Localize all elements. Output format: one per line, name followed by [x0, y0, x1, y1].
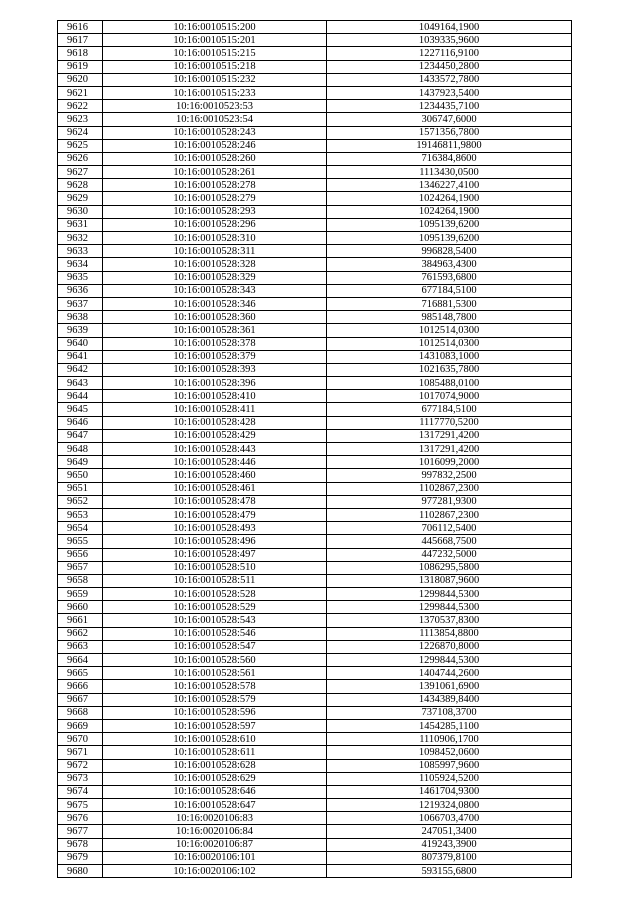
cadastral-value-cell: 1095139,6200 [327, 232, 572, 245]
cadastral-value-cell: 737108,3700 [327, 706, 572, 719]
cadastral-value-cell: 1317291,4200 [327, 429, 572, 442]
cadastral-value-cell: 1017074,9000 [327, 390, 572, 403]
table-row [58, 47, 572, 60]
cadastral-number-cell: 10:16:0010528:296 [103, 218, 327, 231]
table-row [58, 179, 572, 192]
cadastral-value-cell: 1234450,2800 [327, 60, 572, 73]
table-row [58, 113, 572, 126]
cadastral-number-cell: 10:16:0010523:54 [103, 113, 327, 126]
cadastral-value-cell: 1299844,5300 [327, 588, 572, 601]
cadastral-number-cell: 10:16:0010528:243 [103, 126, 327, 139]
table-row [58, 297, 572, 310]
cadastral-number-cell: 10:16:0020106:87 [103, 838, 327, 851]
cadastral-number-cell: 10:16:0010528:446 [103, 456, 327, 469]
table-row [58, 403, 572, 416]
table-row [58, 719, 572, 732]
table-row [58, 693, 572, 706]
cadastral-value-cell: 306747,6000 [327, 113, 572, 126]
cadastral-number-cell: 10:16:0010528:597 [103, 719, 327, 732]
row-number-cell: 9648 [58, 443, 103, 456]
table-row [58, 838, 572, 851]
cadastral-number-cell: 10:16:0010528:511 [103, 574, 327, 587]
row-number-cell: 9651 [58, 482, 103, 495]
row-number-cell: 9617 [58, 34, 103, 47]
table-row [58, 311, 572, 324]
table-row [58, 812, 572, 825]
cadastral-number-cell: 10:16:0010528:311 [103, 245, 327, 258]
row-number-cell: 9619 [58, 60, 103, 73]
cadastral-value-cell: 445668,7500 [327, 535, 572, 548]
cadastral-number-cell: 10:16:0010528:561 [103, 667, 327, 680]
cadastral-value-cell: 1021635,7800 [327, 363, 572, 376]
table-row [58, 588, 572, 601]
cadastral-value-cell: 1318087,9600 [327, 574, 572, 587]
table-row [58, 469, 572, 482]
table-row [58, 627, 572, 640]
table-row [58, 350, 572, 363]
cadastral-number-cell: 10:16:0010528:260 [103, 152, 327, 165]
row-number-cell: 9656 [58, 548, 103, 561]
cadastral-value-cell: 1098452,0600 [327, 746, 572, 759]
cadastral-value-cell: 1431083,1000 [327, 350, 572, 363]
cadastral-number-cell: 10:16:0010528:579 [103, 693, 327, 706]
table-row [58, 865, 572, 878]
row-number-cell: 9657 [58, 561, 103, 574]
cadastral-value-cell: 247051,3400 [327, 825, 572, 838]
row-number-cell: 9630 [58, 205, 103, 218]
cadastral-number-cell: 10:16:0010528:596 [103, 706, 327, 719]
row-number-cell: 9659 [58, 588, 103, 601]
row-number-cell: 9641 [58, 350, 103, 363]
cadastral-value-cell: 1102867,2300 [327, 482, 572, 495]
row-number-cell: 9629 [58, 192, 103, 205]
row-number-cell: 9638 [58, 311, 103, 324]
cadastral-number-cell: 10:16:0010515:233 [103, 86, 327, 99]
cadastral-number-cell: 10:16:0010528:543 [103, 614, 327, 627]
table-row [58, 535, 572, 548]
cadastral-number-cell: 10:16:0010528:329 [103, 271, 327, 284]
cadastral-value-cell: 1016099,2000 [327, 456, 572, 469]
table-row [58, 100, 572, 113]
cadastral-value-cell: 1370537,8300 [327, 614, 572, 627]
row-number-cell: 9675 [58, 799, 103, 812]
table-row [58, 205, 572, 218]
row-number-cell: 9670 [58, 733, 103, 746]
table-row [58, 522, 572, 535]
cadastral-number-cell: 10:16:0010528:346 [103, 297, 327, 310]
cadastral-value-cell: 716881,5300 [327, 297, 572, 310]
table-row [58, 34, 572, 47]
table-row [58, 640, 572, 653]
table-row [58, 785, 572, 798]
row-number-cell: 9665 [58, 667, 103, 680]
cadastral-value-cell: 384963,4300 [327, 258, 572, 271]
cadastral-value-cell: 1066703,4700 [327, 812, 572, 825]
table-row [58, 337, 572, 350]
cadastral-number-cell: 10:16:0010528:528 [103, 588, 327, 601]
cadastral-number-cell: 10:16:0010528:529 [103, 601, 327, 614]
row-number-cell: 9655 [58, 535, 103, 548]
row-number-cell: 9623 [58, 113, 103, 126]
cadastral-value-cell: 1105924,5200 [327, 772, 572, 785]
row-number-cell: 9661 [58, 614, 103, 627]
cadastral-value-cell: 761593,6800 [327, 271, 572, 284]
cadastral-value-cell: 1454285,1100 [327, 719, 572, 732]
row-number-cell: 9673 [58, 772, 103, 785]
table-row [58, 825, 572, 838]
cadastral-number-cell: 10:16:0010515:218 [103, 60, 327, 73]
cadastral-number-cell: 10:16:0010528:396 [103, 377, 327, 390]
cadastral-value-cell: 997832,2500 [327, 469, 572, 482]
cadastral-number-cell: 10:16:0010528:461 [103, 482, 327, 495]
cadastral-value-cell: 1317291,4200 [327, 443, 572, 456]
cadastral-value-cell: 1437923,5400 [327, 86, 572, 99]
cadastral-number-cell: 10:16:0010528:393 [103, 363, 327, 376]
row-number-cell: 9628 [58, 179, 103, 192]
cadastral-number-cell: 10:16:0010528:279 [103, 192, 327, 205]
table-row [58, 377, 572, 390]
table-row [58, 574, 572, 587]
cadastral-number-cell: 10:16:0010528:443 [103, 443, 327, 456]
cadastral-number-cell: 10:16:0010528:261 [103, 166, 327, 179]
cadastral-number-cell: 10:16:0010528:310 [103, 232, 327, 245]
cadastral-number-cell: 10:16:0010528:379 [103, 350, 327, 363]
cadastral-value-cell: 593155,6800 [327, 865, 572, 878]
cadastral-value-cell: 706112,5400 [327, 522, 572, 535]
row-number-cell: 9662 [58, 627, 103, 640]
cadastral-value-cell: 1404744,2600 [327, 667, 572, 680]
cadastral-value-cell: 1024264,1900 [327, 205, 572, 218]
row-number-cell: 9663 [58, 640, 103, 653]
row-number-cell: 9637 [58, 297, 103, 310]
cadastral-number-cell: 10:16:0010528:646 [103, 785, 327, 798]
cadastral-number-cell: 10:16:0010528:278 [103, 179, 327, 192]
row-number-cell: 9624 [58, 126, 103, 139]
cadastral-number-cell: 10:16:0010528:410 [103, 390, 327, 403]
row-number-cell: 9620 [58, 73, 103, 86]
cadastral-value-cell: 1461704,9300 [327, 785, 572, 798]
cadastral-value-cell: 977281,9300 [327, 495, 572, 508]
cadastral-number-cell: 10:16:0010528:429 [103, 429, 327, 442]
cadastral-number-cell: 10:16:0010528:647 [103, 799, 327, 812]
table-row [58, 324, 572, 337]
table-row [58, 614, 572, 627]
cadastral-value-cell: 1113430,0500 [327, 166, 572, 179]
cadastral-number-cell: 10:16:0010528:479 [103, 508, 327, 521]
cadastral-number-cell: 10:16:0010528:493 [103, 522, 327, 535]
table-row [58, 601, 572, 614]
cadastral-number-cell: 10:16:0010528:628 [103, 759, 327, 772]
table-body [58, 21, 572, 878]
cadastral-value-cell: 1012514,0300 [327, 337, 572, 350]
cadastral-number-cell: 10:16:0010528:496 [103, 535, 327, 548]
cadastral-number-cell: 10:16:0010528:611 [103, 746, 327, 759]
row-number-cell: 9643 [58, 377, 103, 390]
table-row [58, 152, 572, 165]
cadastral-value-cell: 1012514,0300 [327, 324, 572, 337]
cadastral-number-cell: 10:16:0010528:293 [103, 205, 327, 218]
table-row [58, 416, 572, 429]
cadastral-value-cell: 1085997,9600 [327, 759, 572, 772]
row-number-cell: 9667 [58, 693, 103, 706]
cadastral-value-cell: 985148,7800 [327, 311, 572, 324]
table-row [58, 759, 572, 772]
cadastral-number-cell: 10:16:0010528:428 [103, 416, 327, 429]
cadastral-value-cell: 1117770,5200 [327, 416, 572, 429]
row-number-cell: 9680 [58, 865, 103, 878]
table-row [58, 232, 572, 245]
cadastral-number-cell: 10:16:0010528:547 [103, 640, 327, 653]
table-row [58, 429, 572, 442]
cadastral-value-cell: 1085488,0100 [327, 377, 572, 390]
cadastral-value-cell: 1391061,6900 [327, 680, 572, 693]
row-number-cell: 9640 [58, 337, 103, 350]
cadastral-number-cell: 10:16:0010528:629 [103, 772, 327, 785]
cadastral-number-cell: 10:16:0010515:201 [103, 34, 327, 47]
cadastral-value-cell: 19146811,9800 [327, 139, 572, 152]
row-number-cell: 9625 [58, 139, 103, 152]
cadastral-number-cell: 10:16:0010528:497 [103, 548, 327, 561]
cadastral-number-cell: 10:16:0010528:460 [103, 469, 327, 482]
row-number-cell: 9669 [58, 719, 103, 732]
row-number-cell: 9671 [58, 746, 103, 759]
cadastral-value-cell: 996828,5400 [327, 245, 572, 258]
table-row [58, 245, 572, 258]
cadastral-number-cell: 10:16:0010515:200 [103, 21, 327, 34]
table-row [58, 561, 572, 574]
cadastral-number-cell: 10:16:0020106:102 [103, 865, 327, 878]
row-number-cell: 9633 [58, 245, 103, 258]
cadastral-value-cell: 1110906,1700 [327, 733, 572, 746]
table-row [58, 73, 572, 86]
row-number-cell: 9644 [58, 390, 103, 403]
cadastral-number-cell: 10:16:0010528:610 [103, 733, 327, 746]
table-row [58, 60, 572, 73]
row-number-cell: 9666 [58, 680, 103, 693]
cadastral-value-cell: 1113854,8800 [327, 627, 572, 640]
row-number-cell: 9627 [58, 166, 103, 179]
row-number-cell: 9636 [58, 284, 103, 297]
row-number-cell: 9679 [58, 851, 103, 864]
table-row [58, 495, 572, 508]
row-number-cell: 9622 [58, 100, 103, 113]
cadastral-number-cell: 10:16:0010528:578 [103, 680, 327, 693]
row-number-cell: 9658 [58, 574, 103, 587]
table-row [58, 443, 572, 456]
table-row [58, 271, 572, 284]
row-number-cell: 9626 [58, 152, 103, 165]
row-number-cell: 9634 [58, 258, 103, 271]
row-number-cell: 9635 [58, 271, 103, 284]
table-row [58, 86, 572, 99]
cadastral-value-cell: 1433572,7800 [327, 73, 572, 86]
cadastral-value-table [57, 20, 572, 878]
table-row [58, 166, 572, 179]
row-number-cell: 9649 [58, 456, 103, 469]
cadastral-number-cell: 10:16:0010515:215 [103, 47, 327, 60]
table-row [58, 218, 572, 231]
cadastral-value-cell: 716384,8600 [327, 152, 572, 165]
cadastral-number-cell: 10:16:0010528:546 [103, 627, 327, 640]
cadastral-number-cell: 10:16:0010528:378 [103, 337, 327, 350]
table-row [58, 258, 572, 271]
row-number-cell: 9647 [58, 429, 103, 442]
table-row [58, 548, 572, 561]
cadastral-value-cell: 1299844,5300 [327, 601, 572, 614]
cadastral-number-cell: 10:16:0020106:84 [103, 825, 327, 838]
table-row [58, 772, 572, 785]
row-number-cell: 9677 [58, 825, 103, 838]
cadastral-number-cell: 10:16:0010528:361 [103, 324, 327, 337]
cadastral-value-cell: 1299844,5300 [327, 654, 572, 667]
cadastral-number-cell: 10:16:0010528:343 [103, 284, 327, 297]
cadastral-value-cell: 1095139,6200 [327, 218, 572, 231]
row-number-cell: 9650 [58, 469, 103, 482]
cadastral-number-cell: 10:16:0010528:411 [103, 403, 327, 416]
row-number-cell: 9631 [58, 218, 103, 231]
row-number-cell: 9645 [58, 403, 103, 416]
cadastral-value-cell: 1039335,9600 [327, 34, 572, 47]
cadastral-number-cell: 10:16:0010528:328 [103, 258, 327, 271]
table-row [58, 192, 572, 205]
cadastral-number-cell: 10:16:0010528:510 [103, 561, 327, 574]
table-row [58, 284, 572, 297]
row-number-cell: 9621 [58, 86, 103, 99]
row-number-cell: 9632 [58, 232, 103, 245]
row-number-cell: 9654 [58, 522, 103, 535]
cadastral-value-cell: 807379,8100 [327, 851, 572, 864]
table-row [58, 456, 572, 469]
table-row [58, 799, 572, 812]
cadastral-number-cell: 10:16:0010528:560 [103, 654, 327, 667]
row-number-cell: 9678 [58, 838, 103, 851]
cadastral-number-cell: 10:16:0020106:101 [103, 851, 327, 864]
row-number-cell: 9674 [58, 785, 103, 798]
row-number-cell: 9652 [58, 495, 103, 508]
cadastral-number-cell: 10:16:0010523:53 [103, 100, 327, 113]
table-row [58, 508, 572, 521]
table-row [58, 733, 572, 746]
row-number-cell: 9639 [58, 324, 103, 337]
table-row [58, 390, 572, 403]
cadastral-value-cell: 1227116,9100 [327, 47, 572, 60]
cadastral-value-cell: 1234435,7100 [327, 100, 572, 113]
row-number-cell: 9668 [58, 706, 103, 719]
cadastral-value-cell: 1024264,1900 [327, 192, 572, 205]
table-row [58, 680, 572, 693]
table-row [58, 654, 572, 667]
cadastral-number-cell: 10:16:0010515:232 [103, 73, 327, 86]
table-row [58, 667, 572, 680]
table-row [58, 746, 572, 759]
cadastral-value-cell: 677184,5100 [327, 284, 572, 297]
row-number-cell: 9642 [58, 363, 103, 376]
table-row [58, 482, 572, 495]
cadastral-number-cell: 10:16:0010528:478 [103, 495, 327, 508]
cadastral-number-cell: 10:16:0010528:246 [103, 139, 327, 152]
cadastral-value-cell: 1226870,8000 [327, 640, 572, 653]
row-number-cell: 9653 [58, 508, 103, 521]
table-row [58, 851, 572, 864]
cadastral-value-cell: 1346227,4100 [327, 179, 572, 192]
row-number-cell: 9616 [58, 21, 103, 34]
cadastral-value-cell: 1571356,7800 [327, 126, 572, 139]
row-number-cell: 9618 [58, 47, 103, 60]
table-row [58, 21, 572, 34]
cadastral-value-cell: 419243,3900 [327, 838, 572, 851]
cadastral-value-cell: 1049164,1900 [327, 21, 572, 34]
row-number-cell: 9676 [58, 812, 103, 825]
cadastral-value-cell: 1434389,8400 [327, 693, 572, 706]
cadastral-value-cell: 677184,5100 [327, 403, 572, 416]
cadastral-value-cell: 447232,5000 [327, 548, 572, 561]
cadastral-number-cell: 10:16:0020106:83 [103, 812, 327, 825]
table-row [58, 126, 572, 139]
cadastral-value-cell: 1219324,0800 [327, 799, 572, 812]
cadastral-value-cell: 1102867,2300 [327, 508, 572, 521]
table-row [58, 139, 572, 152]
cadastral-value-cell: 1086295,5800 [327, 561, 572, 574]
table-row [58, 706, 572, 719]
row-number-cell: 9672 [58, 759, 103, 772]
cadastral-number-cell: 10:16:0010528:360 [103, 311, 327, 324]
row-number-cell: 9664 [58, 654, 103, 667]
row-number-cell: 9660 [58, 601, 103, 614]
row-number-cell: 9646 [58, 416, 103, 429]
table-row [58, 363, 572, 376]
